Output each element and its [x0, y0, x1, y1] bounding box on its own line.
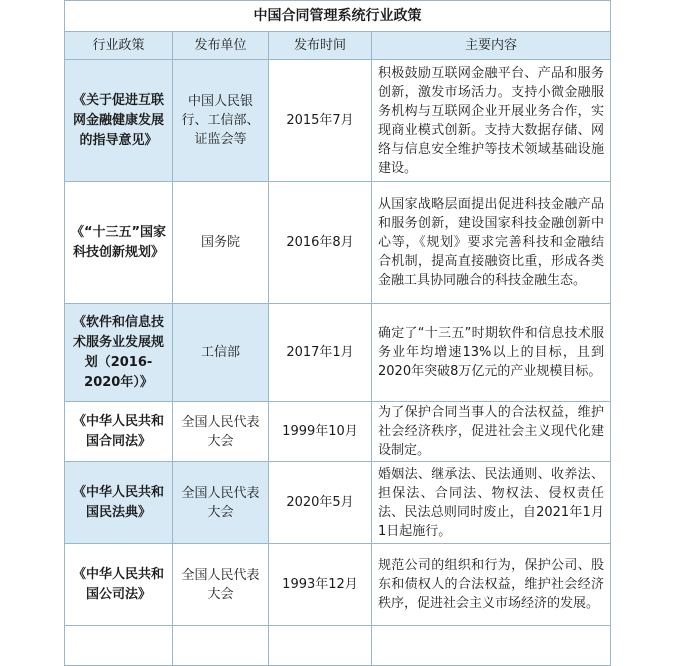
- table-title-row: [65, 1, 611, 32]
- policy-table: [64, 0, 611, 666]
- row-unit: 中国人民银行、工信部、证监会等: [173, 60, 269, 182]
- row-content: 确定了“十三五”时期软件和信息技术服务业年均增速13%以上的目标，且到2020年突破8万亿元的产业规模目标。: [372, 304, 611, 402]
- row-content: 为了保护合同当事人的合法权益，维护社会经济秩序，促进社会主义现代化建设制定。: [372, 402, 611, 462]
- row-policy: 《中华人民共和国公司法》: [65, 544, 173, 626]
- header-policy: 行业政策: [65, 32, 173, 60]
- row-unit: 全国人民代表大会: [173, 462, 269, 544]
- row-date: 2016年8月: [269, 182, 372, 304]
- row-date: 1999年10月: [269, 402, 372, 462]
- table-row: [65, 402, 611, 462]
- row-unit: 全国人民代表大会: [173, 402, 269, 462]
- row-content: 积极鼓励互联网金融平台、产品和服务创新，激发市场活力。支持小微金融服务机构与互联网企业开展业务合作，实现商业模式创新。支持大数据存储、网络与信息安全维护等技术领域基础设施建设。: [372, 60, 611, 182]
- row-policy: 《“十三五”国家科技创新规划》: [65, 182, 173, 304]
- policy-table-container: [64, 0, 610, 666]
- row-unit: 国务院: [173, 182, 269, 304]
- header-content: 主要内容: [372, 32, 611, 60]
- row-policy: 《中华人民共和国民法典》: [65, 462, 173, 544]
- row-policy: 《中华人民共和国合同法》: [65, 402, 173, 462]
- empty-cell: [173, 626, 269, 666]
- row-content: 从国家战略层面提出促进科技金融产品和服务创新，建设国家科技金融创新中心等，《规划》要求完善科技和金融结合机制，提高直接融资比重，形成各类金融工具协同融合的科技金融生态。: [372, 182, 611, 304]
- row-unit: 工信部: [173, 304, 269, 402]
- row-date: 2015年7月: [269, 60, 372, 182]
- row-content: 规范公司的组织和行为，保护公司、股东和债权人的合法权益，维护社会经济秩序，促进社会主义市场经济的发展。: [372, 544, 611, 626]
- header-unit: 发布单位: [173, 32, 269, 60]
- table-title: 中国合同管理系统行业政策: [65, 1, 611, 32]
- table-row: [65, 60, 611, 182]
- row-date: 2020年5月: [269, 462, 372, 544]
- row-date: 2017年1月: [269, 304, 372, 402]
- header-date: 发布时间: [269, 32, 372, 60]
- table-row: [65, 182, 611, 304]
- empty-cell: [269, 626, 372, 666]
- row-policy: 《软件和信息技术服务业发展规划（2016-2020年）》: [65, 304, 173, 402]
- table-row: [65, 544, 611, 626]
- table-header-row: [65, 32, 611, 60]
- empty-cell: [372, 626, 611, 666]
- row-date: 1993年12月: [269, 544, 372, 626]
- empty-cell: [65, 626, 173, 666]
- table-row: [65, 304, 611, 402]
- table-row: [65, 462, 611, 544]
- row-unit: 全国人民代表大会: [173, 544, 269, 626]
- table-row-empty: [65, 626, 611, 666]
- row-content: 婚姻法、继承法、民法通则、收养法、担保法、合同法、物权法、侵权责任法、民法总则同时废止，自2021年1月1日起施行。: [372, 462, 611, 544]
- row-policy: 《关于促进互联网金融健康发展的指导意见》: [65, 60, 173, 182]
